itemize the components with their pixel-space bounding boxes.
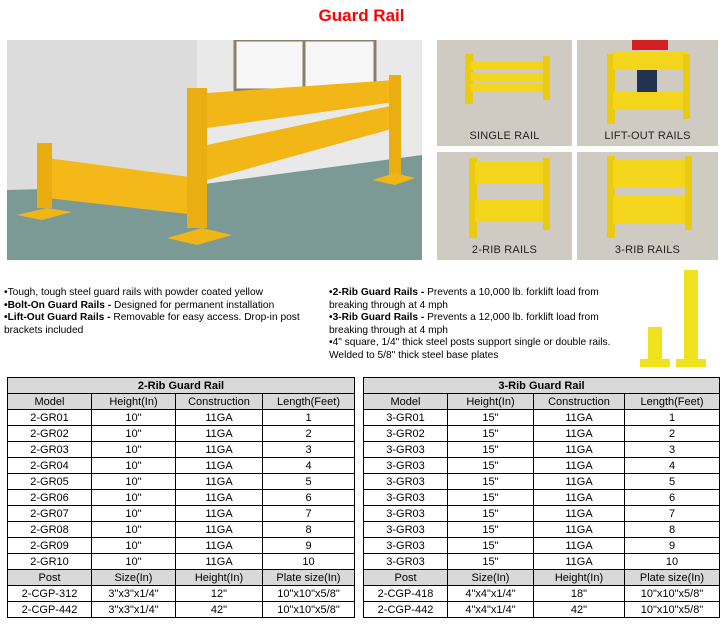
base-plate-shape: [676, 359, 706, 367]
table-cell: 10": [92, 458, 176, 474]
table-cell: 6: [263, 490, 355, 506]
table-cell: 3: [263, 442, 355, 458]
table-cell: 10: [263, 554, 355, 570]
column-header: Model: [8, 394, 92, 410]
column-header: Plate size(In): [263, 570, 355, 586]
person-shape: [632, 40, 668, 50]
table-row: [364, 490, 720, 506]
table-row: [8, 554, 355, 570]
column-header: Construction: [176, 394, 263, 410]
table-cell: 15": [448, 458, 534, 474]
table-cell: 10"x10"x5/8": [625, 602, 720, 618]
table-cell: 15": [448, 490, 534, 506]
table-cell: 11GA: [176, 522, 263, 538]
column-header: Height(In): [176, 570, 263, 586]
table-cell: 11GA: [176, 442, 263, 458]
rail-shape: [471, 62, 549, 70]
table-row: [8, 474, 355, 490]
table-cell: 10": [92, 506, 176, 522]
column-header: Height(In): [534, 570, 625, 586]
table-cell: 10: [625, 554, 720, 570]
description-left: [4, 287, 324, 337]
table-cell: 3-GR03: [364, 490, 448, 506]
column-header: Plate size(In): [625, 570, 720, 586]
table-title: 2-Rib Guard Rail: [8, 378, 355, 394]
table-cell: 3-GR02: [364, 426, 448, 442]
table-cell: 1: [263, 410, 355, 426]
table-cell: 3"x3"x1/4": [92, 602, 176, 618]
main-guard-rail-photo: [7, 40, 422, 260]
table-cell: 15": [448, 522, 534, 538]
table-row: [364, 442, 720, 458]
thumb-2-rib-rails: [437, 152, 572, 260]
table-cell: 11GA: [176, 506, 263, 522]
table-cell: 2-CGP-442: [8, 602, 92, 618]
post-rows-3rib: [364, 586, 720, 618]
page-title: Guard Rail: [318, 6, 405, 25]
table-cell: 2-GR07: [8, 506, 92, 522]
table-cell: 18": [534, 586, 625, 602]
table-row: [8, 490, 355, 506]
table-cell: 11GA: [534, 442, 625, 458]
description-line: •2-Rib Guard Rails - Prevents a 10,000 lb. forklift load from breaking through at 4 mph: [329, 287, 599, 311]
description-line: •Lift-Out Guard Rails - Removable for easy access. Drop-in post brackets included: [4, 312, 300, 336]
table-cell: 9: [625, 538, 720, 554]
table-row: [8, 442, 355, 458]
table-cell: 2-GR06: [8, 490, 92, 506]
column-header: Size(In): [92, 570, 176, 586]
table-row: [364, 522, 720, 538]
table-cell: 11GA: [534, 506, 625, 522]
table-cell: 11GA: [534, 538, 625, 554]
guard-rail-illustration: [7, 40, 422, 260]
column-header: Length(Feet): [263, 394, 355, 410]
table-row: [8, 522, 355, 538]
table-cell: 2-CGP-418: [364, 586, 448, 602]
table-cell: 3-GR03: [364, 538, 448, 554]
table-cell: 3-GR03: [364, 442, 448, 458]
table-cell: 15": [448, 410, 534, 426]
table-cell: 11GA: [534, 410, 625, 426]
table-cell: 2-GR10: [8, 554, 92, 570]
column-header: Model: [364, 394, 448, 410]
table-cell: 10": [92, 490, 176, 506]
table-cell: 12": [176, 586, 263, 602]
table-cell: 8: [625, 522, 720, 538]
table-cell: 2-GR03: [8, 442, 92, 458]
table-cell: 6: [625, 490, 720, 506]
table-cell: 11GA: [176, 474, 263, 490]
table-row: [8, 410, 355, 426]
table-cell: 10": [92, 442, 176, 458]
thumb-label: 3-RIB RAILS: [614, 244, 681, 256]
table-row: [8, 458, 355, 474]
table-cell: 11GA: [176, 426, 263, 442]
rail-shape: [613, 52, 688, 70]
table-row: [364, 554, 720, 570]
table-cell: 4"x4"x1/4": [448, 602, 534, 618]
table-3-rib-guard-rail: [363, 377, 720, 618]
table-row: [364, 506, 720, 522]
rail-shape: [471, 84, 549, 92]
table-cell: 11GA: [176, 458, 263, 474]
description-line: •Tough, tough steel guard rails with powder coated yellow: [4, 287, 263, 298]
table-row: [364, 458, 720, 474]
column-header: Height(In): [92, 394, 176, 410]
table-cell: 5: [263, 474, 355, 490]
table-cell: 42": [176, 602, 263, 618]
column-header: Post: [8, 570, 92, 586]
rail-shape: [475, 162, 545, 184]
table-row: [364, 538, 720, 554]
table-cell: 4"x4"x1/4": [448, 586, 534, 602]
table-cell: 11GA: [534, 474, 625, 490]
description-line: •3-Rib Guard Rails - Prevents a 12,000 lb. forklift load from breaking through at 4 mph: [329, 312, 599, 336]
table-cell: 15": [448, 554, 534, 570]
column-header: Length(Feet): [625, 394, 720, 410]
table-cell: 5: [625, 474, 720, 490]
table-cell: 10"x10"x5/8": [263, 586, 355, 602]
table-cell: 15": [448, 538, 534, 554]
table-cell: 1: [625, 410, 720, 426]
table-cell: 3-GR03: [364, 458, 448, 474]
table-cell: 3: [625, 442, 720, 458]
table-cell: 11GA: [534, 426, 625, 442]
description-right: [329, 287, 631, 362]
table-row: [8, 538, 355, 554]
table-cell: 8: [263, 522, 355, 538]
table-cell: 2-GR02: [8, 426, 92, 442]
table-cell: 7: [263, 506, 355, 522]
table-cell: 42": [534, 602, 625, 618]
description-line: •4" square, 1/4" thick steel posts support single or double rails. Welded to 5/8" thick steel base plates: [329, 337, 611, 361]
table-cell: 15": [448, 442, 534, 458]
table-cell: 3"x3"x1/4": [92, 586, 176, 602]
column-header: Size(In): [448, 570, 534, 586]
table-cell: 10": [92, 554, 176, 570]
table-row: [364, 426, 720, 442]
table-cell: 10"x10"x5/8": [625, 586, 720, 602]
rail-shape: [475, 200, 545, 222]
table-cell: 11GA: [176, 554, 263, 570]
table-cell: 10": [92, 426, 176, 442]
rows-3rib: [364, 410, 720, 570]
table-row: [364, 586, 720, 602]
table-row: [364, 474, 720, 490]
table-cell: 2-GR04: [8, 458, 92, 474]
rows-2rib: [8, 410, 355, 570]
table-title: 3-Rib Guard Rail: [364, 378, 720, 394]
table-cell: 15": [448, 506, 534, 522]
table-cell: 15": [448, 474, 534, 490]
table-cell: 3-GR03: [364, 554, 448, 570]
post-shape: [543, 158, 550, 230]
table-cell: 11GA: [176, 410, 263, 426]
table-cell: 11GA: [534, 554, 625, 570]
table-cell: 3-GR03: [364, 522, 448, 538]
table-cell: 11GA: [534, 522, 625, 538]
table-cell: 4: [263, 458, 355, 474]
table-cell: 2-CGP-442: [364, 602, 448, 618]
table-cell: 10": [92, 538, 176, 554]
table-cell: 11GA: [534, 490, 625, 506]
thumb-3-rib-rails: [577, 152, 718, 260]
short-post-shape: [648, 327, 662, 363]
description-line: •Bolt-On Guard Rails - Designed for permanent installation: [4, 299, 275, 311]
table-cell: 2-GR01: [8, 410, 92, 426]
table-cell: 3-GR03: [364, 474, 448, 490]
table-cell: 9: [263, 538, 355, 554]
base-plate-shape: [640, 359, 670, 367]
rail-shape: [613, 196, 691, 224]
table-cell: 2-GR09: [8, 538, 92, 554]
table-2-rib-guard-rail: [7, 377, 355, 618]
table-cell: 2: [263, 426, 355, 442]
table-cell: 7: [625, 506, 720, 522]
table-cell: 2-CGP-312: [8, 586, 92, 602]
table-cell: 11GA: [534, 458, 625, 474]
tall-post-shape: [684, 270, 698, 363]
table-cell: 2-GR08: [8, 522, 92, 538]
table-row: [364, 410, 720, 426]
table-cell: 2-GR05: [8, 474, 92, 490]
thumb-lift-out-rails: [577, 40, 718, 146]
post-rows-2rib: [8, 586, 355, 618]
table-cell: 11GA: [176, 490, 263, 506]
posts-photo: [636, 265, 721, 370]
table-cell: 15": [448, 426, 534, 442]
column-header: Post: [364, 570, 448, 586]
thumb-label: SINGLE RAIL: [469, 130, 540, 142]
table-cell: 10": [92, 474, 176, 490]
table-row: [364, 602, 720, 618]
column-header: Construction: [534, 394, 625, 410]
column-header: Height(In): [448, 394, 534, 410]
table-row: [8, 506, 355, 522]
post-shape: [543, 56, 550, 100]
table-row: [8, 602, 355, 618]
table-cell: 10": [92, 522, 176, 538]
thumb-single-rail: [437, 40, 572, 146]
table-cell: 11GA: [176, 538, 263, 554]
rail-shape: [471, 73, 549, 81]
table-row: [8, 586, 355, 602]
table-cell: 3-GR01: [364, 410, 448, 426]
post-shape: [683, 54, 690, 119]
thumb-label: LIFT-OUT RAILS: [604, 130, 691, 142]
table-cell: 3-GR03: [364, 506, 448, 522]
thumb-label: 2-RIB RAILS: [471, 244, 538, 256]
post-shape: [685, 156, 692, 230]
table-row: [8, 426, 355, 442]
rail-shape: [613, 92, 688, 110]
table-cell: 10": [92, 410, 176, 426]
table-cell: 10"x10"x5/8": [263, 602, 355, 618]
rail-shape: [613, 160, 691, 188]
table-cell: 2: [625, 426, 720, 442]
table-cell: 4: [625, 458, 720, 474]
